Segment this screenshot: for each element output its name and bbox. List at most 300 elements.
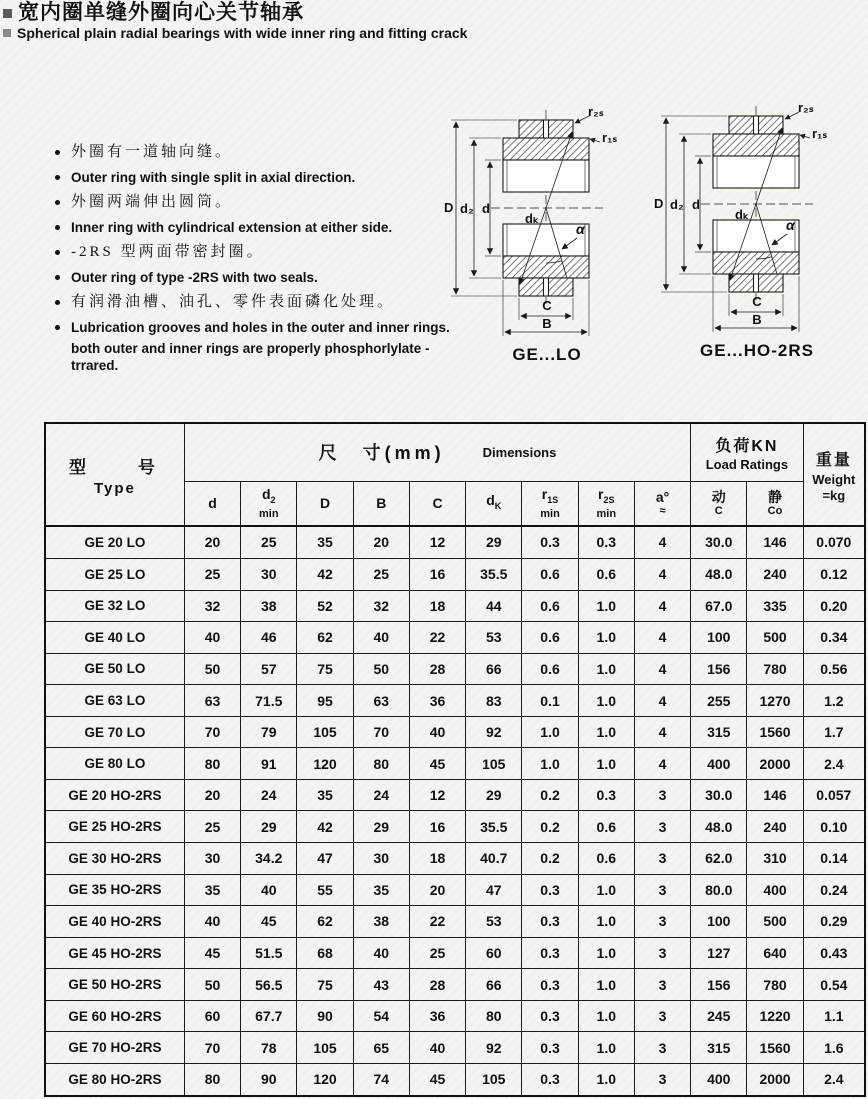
value-cell: 1.0: [578, 874, 634, 906]
type-cell: GE 80 LO: [45, 748, 184, 780]
value-cell: 52: [297, 590, 353, 622]
value-cell: 80: [353, 748, 409, 780]
value-cell: 0.3: [522, 1063, 578, 1096]
value-cell: 0.6: [522, 653, 578, 685]
value-cell: 1.0: [578, 906, 634, 938]
bullet-dot-icon: [55, 275, 60, 280]
feature-item: [54, 219, 464, 236]
value-cell: 30.0: [691, 779, 747, 811]
table-row: [45, 811, 865, 843]
value-cell: 146: [747, 779, 803, 811]
value-cell: 75: [297, 969, 353, 1001]
value-cell: 75: [297, 653, 353, 685]
value-cell: 3: [634, 811, 690, 843]
value-cell: 1.0: [578, 1000, 634, 1032]
dim-label-r2s: r₂ₛ: [798, 100, 814, 115]
feature-text: Outer ring of type -2RS with two seals.: [71, 270, 318, 285]
type-cell: GE 60 HO-2RS: [45, 1000, 184, 1032]
value-cell: 400: [691, 1063, 747, 1096]
value-cell: 315: [691, 1032, 747, 1064]
type-cell: GE 50 HO-2RS: [45, 969, 184, 1001]
dim-label-d: d: [692, 197, 700, 212]
column-header: a° ≈: [634, 481, 690, 526]
value-cell: 67.7: [241, 1000, 297, 1032]
value-cell: 35: [297, 526, 353, 558]
value-cell: 4: [634, 685, 690, 717]
value-cell: 42: [297, 811, 353, 843]
bullet-dot-icon: [55, 200, 60, 205]
value-cell: 60: [466, 937, 522, 969]
column-header: $d_2$ min: [241, 481, 297, 526]
value-cell: 74: [353, 1063, 409, 1096]
feature-item: [54, 144, 464, 161]
table-body: [45, 526, 865, 1096]
value-cell: 50: [184, 969, 240, 1001]
value-cell: 3: [634, 1032, 690, 1064]
value-cell: 1220: [747, 1000, 803, 1032]
value-cell: 0.2: [522, 843, 578, 875]
load-header-zh: 负荷KN: [715, 437, 779, 455]
value-cell: 35.5: [466, 558, 522, 590]
value-cell: 0.6: [578, 843, 634, 875]
type-header-en: Type: [93, 479, 136, 497]
dim-label-C: C: [752, 294, 762, 309]
value-cell: 80: [466, 1000, 522, 1032]
value-cell: 4: [634, 716, 690, 748]
type-column-header: [45, 423, 184, 526]
feature-item: [54, 340, 464, 374]
value-cell: 4: [634, 526, 690, 558]
table-row: [45, 526, 865, 558]
value-cell: 35: [353, 874, 409, 906]
bullet-dot-icon: [55, 325, 60, 330]
value-cell: 22: [409, 906, 465, 938]
value-cell: 4: [634, 622, 690, 654]
value-cell: 0.29: [803, 906, 865, 938]
type-cell: GE 80 HO-2RS: [45, 1063, 184, 1096]
type-header-zh: 型 号: [68, 457, 161, 477]
value-cell: 62: [297, 622, 353, 654]
value-cell: 0.3: [522, 1032, 578, 1064]
value-cell: 47: [297, 843, 353, 875]
value-cell: 44: [466, 590, 522, 622]
value-cell: 1.0: [578, 1032, 634, 1064]
value-cell: 40: [241, 874, 297, 906]
diagram-caption-ge-ho-2rs: GE...HO-2RS: [700, 341, 814, 360]
value-cell: 28: [409, 969, 465, 1001]
value-cell: 0.3: [522, 1000, 578, 1032]
value-cell: 40: [353, 622, 409, 654]
type-cell: GE 50 LO: [45, 653, 184, 685]
value-cell: 4: [634, 748, 690, 780]
value-cell: 1.0: [578, 969, 634, 1001]
type-cell: GE 70 LO: [45, 716, 184, 748]
value-cell: 2000: [747, 748, 803, 780]
value-cell: 3: [634, 906, 690, 938]
feature-text: Inner ring with cylindrical extension at either side.: [71, 220, 393, 235]
value-cell: 105: [466, 1063, 522, 1096]
value-cell: 640: [747, 937, 803, 969]
value-cell: 29: [466, 779, 522, 811]
title-square-icon: [3, 29, 11, 37]
value-cell: 3: [634, 779, 690, 811]
value-cell: 32: [353, 590, 409, 622]
value-cell: 38: [353, 906, 409, 938]
value-cell: 0.56: [803, 653, 865, 685]
diagram-ge-ho-2rs: [651, 100, 863, 366]
diagram-caption-ge-lo: GE...LO: [512, 345, 582, 364]
value-cell: 500: [747, 906, 803, 938]
value-cell: 100: [691, 906, 747, 938]
feature-text: -2RS 型两面带密封圈。: [71, 244, 265, 260]
value-cell: 46: [241, 622, 297, 654]
value-cell: 24: [241, 779, 297, 811]
dim-label-B: B: [752, 312, 762, 327]
table-row: [45, 843, 865, 875]
dim-label-dk: dₖ: [525, 211, 539, 226]
value-cell: 4: [634, 558, 690, 590]
value-cell: 45: [409, 1063, 465, 1096]
feature-item: [54, 319, 464, 336]
value-cell: 38: [241, 590, 297, 622]
value-cell: 3: [634, 843, 690, 875]
feature-item: [54, 194, 464, 211]
value-cell: 66: [466, 969, 522, 1001]
value-cell: 36: [409, 685, 465, 717]
table-row: [45, 622, 865, 654]
value-cell: 0.10: [803, 811, 865, 843]
diagram-ge-lo: [441, 104, 653, 370]
value-cell: 0.24: [803, 874, 865, 906]
weight-header-en: Weight: [812, 471, 856, 487]
value-cell: 0.2: [522, 779, 578, 811]
value-cell: 0.20: [803, 590, 865, 622]
value-cell: 0.6: [578, 558, 634, 590]
feature-text: 外圈有一道轴向缝。: [71, 144, 234, 160]
value-cell: 53: [466, 622, 522, 654]
feature-text: Outer ring with single split in axial direction.: [71, 170, 356, 185]
page-title-en: Spherical plain radial bearings with wide inner ring and fitting crack: [17, 25, 468, 41]
value-cell: 70: [184, 716, 240, 748]
type-cell: GE 25 HO-2RS: [45, 811, 184, 843]
value-cell: 45: [184, 937, 240, 969]
value-cell: 240: [747, 811, 803, 843]
feature-list: [54, 144, 464, 382]
type-cell: GE 35 HO-2RS: [45, 874, 184, 906]
value-cell: 40: [409, 1032, 465, 1064]
value-cell: 51.5: [241, 937, 297, 969]
value-cell: 1.0: [578, 748, 634, 780]
value-cell: 80: [184, 1063, 240, 1096]
value-cell: 1270: [747, 685, 803, 717]
table-row: [45, 937, 865, 969]
value-cell: 12: [409, 526, 465, 558]
value-cell: 240: [747, 558, 803, 590]
feature-item: [54, 269, 464, 286]
value-cell: 29: [353, 811, 409, 843]
load-ratings-group-header: [691, 423, 804, 481]
column-header: B: [353, 481, 409, 526]
value-cell: 35.5: [466, 811, 522, 843]
value-cell: 1.0: [578, 716, 634, 748]
dim-label-d2: d₂: [460, 201, 474, 216]
table-row: [45, 874, 865, 906]
value-cell: 43: [353, 969, 409, 1001]
value-cell: 32: [184, 590, 240, 622]
type-cell: GE 30 HO-2RS: [45, 843, 184, 875]
value-cell: 120: [297, 1063, 353, 1096]
value-cell: 1.0: [522, 716, 578, 748]
value-cell: 780: [747, 653, 803, 685]
value-cell: 4: [634, 653, 690, 685]
column-header: D: [297, 481, 353, 526]
column-header: C: [409, 481, 465, 526]
column-header: $r_{2S}$ min: [578, 481, 634, 526]
feature-text: both outer and inner rings are properly phosphorlylate - trrared.: [71, 341, 430, 373]
table-row: [45, 590, 865, 622]
dim-label-alpha: α: [786, 217, 795, 233]
value-cell: 55: [297, 874, 353, 906]
value-cell: 22: [409, 622, 465, 654]
value-cell: 0.1: [522, 685, 578, 717]
value-cell: 56.5: [241, 969, 297, 1001]
dim-label-r1s: r₁ₛ: [812, 126, 828, 141]
value-cell: 40: [184, 622, 240, 654]
value-cell: 0.6: [522, 558, 578, 590]
value-cell: 1560: [747, 716, 803, 748]
value-cell: 245: [691, 1000, 747, 1032]
column-header: $r_{1S}$ min: [522, 481, 578, 526]
value-cell: 25: [241, 526, 297, 558]
column-header: d: [184, 481, 240, 526]
value-cell: 0.43: [803, 937, 865, 969]
dims-header-zh: 尺 寸(mm): [318, 443, 445, 464]
value-cell: 105: [297, 716, 353, 748]
value-cell: 18: [409, 590, 465, 622]
value-cell: 3: [634, 1000, 690, 1032]
dimensions-group-header: [184, 423, 690, 481]
dim-label-dk: dₖ: [735, 207, 749, 222]
value-cell: 36: [409, 1000, 465, 1032]
dim-label-alpha: α: [576, 221, 585, 237]
dim-label-D: D: [654, 196, 664, 211]
value-cell: 3: [634, 969, 690, 1001]
value-cell: 4: [634, 590, 690, 622]
value-cell: 146: [747, 526, 803, 558]
bullet-dot-icon: [55, 300, 60, 305]
value-cell: 63: [353, 685, 409, 717]
value-cell: 67.0: [691, 590, 747, 622]
value-cell: 120: [297, 748, 353, 780]
value-cell: 0.057: [803, 779, 865, 811]
value-cell: 57: [241, 653, 297, 685]
column-header: 静 Co: [747, 481, 803, 526]
value-cell: 92: [466, 1032, 522, 1064]
dim-label-D: D: [444, 200, 454, 215]
value-cell: 0.54: [803, 969, 865, 1001]
value-cell: 156: [691, 969, 747, 1001]
value-cell: 78: [241, 1032, 297, 1064]
title-square-icon: [3, 9, 12, 18]
feature-text: 有润滑油槽、油孔、零件表面磷化处理。: [71, 294, 396, 310]
value-cell: 156: [691, 653, 747, 685]
value-cell: 18: [409, 843, 465, 875]
dim-label-B: B: [542, 316, 552, 331]
feature-item: [54, 169, 464, 186]
value-cell: 62: [297, 906, 353, 938]
value-cell: 105: [297, 1032, 353, 1064]
dim-label-r1s: r₁ₛ: [602, 130, 618, 145]
value-cell: 53: [466, 906, 522, 938]
value-cell: 1560: [747, 1032, 803, 1064]
bullet-dot-icon: [55, 175, 60, 180]
value-cell: 80: [184, 748, 240, 780]
spec-table: [44, 422, 866, 1097]
feature-text: 外圈两端伸出圆筒。: [71, 194, 234, 210]
value-cell: 0.3: [522, 969, 578, 1001]
value-cell: 80.0: [691, 874, 747, 906]
value-cell: 35: [297, 779, 353, 811]
table-row: [45, 685, 865, 717]
value-cell: 30: [241, 558, 297, 590]
value-cell: 0.3: [522, 906, 578, 938]
bullet-dot-icon: [55, 150, 60, 155]
column-header: $d_K$: [466, 481, 522, 526]
value-cell: 25: [409, 937, 465, 969]
value-cell: 0.12: [803, 558, 865, 590]
value-cell: 3: [634, 1063, 690, 1096]
value-cell: 48.0: [691, 558, 747, 590]
value-cell: 45: [409, 748, 465, 780]
value-cell: 30: [353, 843, 409, 875]
value-cell: 63: [184, 685, 240, 717]
type-cell: GE 40 LO: [45, 622, 184, 654]
value-cell: 1.0: [578, 653, 634, 685]
type-cell: GE 25 LO: [45, 558, 184, 590]
value-cell: 91: [241, 748, 297, 780]
type-cell: GE 40 HO-2RS: [45, 906, 184, 938]
value-cell: 70: [353, 716, 409, 748]
table-row: [45, 1032, 865, 1064]
value-cell: 400: [691, 748, 747, 780]
value-cell: 30: [184, 843, 240, 875]
value-cell: 90: [297, 1000, 353, 1032]
value-cell: 45: [241, 906, 297, 938]
value-cell: 0.3: [522, 937, 578, 969]
weight-header-zh: 重量: [815, 451, 852, 469]
weight-header-unit: =kg: [822, 487, 846, 503]
value-cell: 20: [353, 526, 409, 558]
value-cell: 40: [184, 906, 240, 938]
value-cell: 50: [184, 653, 240, 685]
value-cell: 0.3: [578, 779, 634, 811]
type-cell: GE 45 HO-2RS: [45, 937, 184, 969]
type-cell: GE 70 HO-2RS: [45, 1032, 184, 1064]
value-cell: 48.0: [691, 811, 747, 843]
value-cell: 335: [747, 590, 803, 622]
table-row: [45, 748, 865, 780]
value-cell: 29: [466, 526, 522, 558]
value-cell: 310: [747, 843, 803, 875]
value-cell: 127: [691, 937, 747, 969]
load-header-en: Load Ratings: [705, 456, 789, 472]
value-cell: 2000: [747, 1063, 803, 1096]
value-cell: 68: [297, 937, 353, 969]
value-cell: 60: [184, 1000, 240, 1032]
feature-text: Lubrication grooves and holes in the outer and inner rings.: [71, 320, 450, 335]
value-cell: 100: [691, 622, 747, 654]
value-cell: 70: [184, 1032, 240, 1064]
value-cell: 1.0: [578, 1063, 634, 1096]
value-cell: 65: [353, 1032, 409, 1064]
value-cell: 255: [691, 685, 747, 717]
table-row: [45, 558, 865, 590]
value-cell: 20: [409, 874, 465, 906]
value-cell: 1.0: [578, 622, 634, 654]
value-cell: 29: [241, 811, 297, 843]
value-cell: 0.6: [522, 590, 578, 622]
value-cell: 315: [691, 716, 747, 748]
value-cell: 0.34: [803, 622, 865, 654]
value-cell: 0.070: [803, 526, 865, 558]
value-cell: 1.6: [803, 1032, 865, 1064]
value-cell: 30.0: [691, 526, 747, 558]
value-cell: 3: [634, 874, 690, 906]
dims-header-en: Dimensions: [482, 444, 557, 460]
value-cell: 0.6: [522, 622, 578, 654]
value-cell: 62.0: [691, 843, 747, 875]
value-cell: 3: [634, 937, 690, 969]
value-cell: 40: [409, 716, 465, 748]
value-cell: 1.0: [578, 685, 634, 717]
dim-label-d: d: [482, 201, 490, 216]
value-cell: 12: [409, 779, 465, 811]
value-cell: 66: [466, 653, 522, 685]
value-cell: 25: [184, 558, 240, 590]
value-cell: 1.2: [803, 685, 865, 717]
column-header: 动 C: [691, 481, 747, 526]
value-cell: 54: [353, 1000, 409, 1032]
value-cell: 71.5: [241, 685, 297, 717]
dim-label-d2: d₂: [670, 197, 684, 212]
type-cell: GE 63 LO: [45, 685, 184, 717]
value-cell: 40: [353, 937, 409, 969]
weight-column-header: [803, 423, 865, 526]
value-cell: 25: [353, 558, 409, 590]
type-cell: GE 20 LO: [45, 526, 184, 558]
value-cell: 95: [297, 685, 353, 717]
value-cell: 40.7: [466, 843, 522, 875]
page-title-zh: 宽内圈单缝外圈向心关节轴承: [18, 1, 304, 24]
table-row: [45, 716, 865, 748]
value-cell: 0.3: [578, 526, 634, 558]
type-cell: GE 32 LO: [45, 590, 184, 622]
value-cell: 20: [184, 526, 240, 558]
value-cell: 50: [353, 653, 409, 685]
value-cell: 0.2: [522, 811, 578, 843]
value-cell: 83: [466, 685, 522, 717]
table-row: [45, 653, 865, 685]
value-cell: 47: [466, 874, 522, 906]
value-cell: 1.0: [578, 937, 634, 969]
bullet-dot-icon: [55, 225, 60, 230]
value-cell: 79: [241, 716, 297, 748]
table-row: [45, 1063, 865, 1096]
value-cell: 34.2: [241, 843, 297, 875]
dim-label-C: C: [542, 298, 552, 313]
bullet-dot-icon: [55, 250, 60, 255]
value-cell: 16: [409, 811, 465, 843]
